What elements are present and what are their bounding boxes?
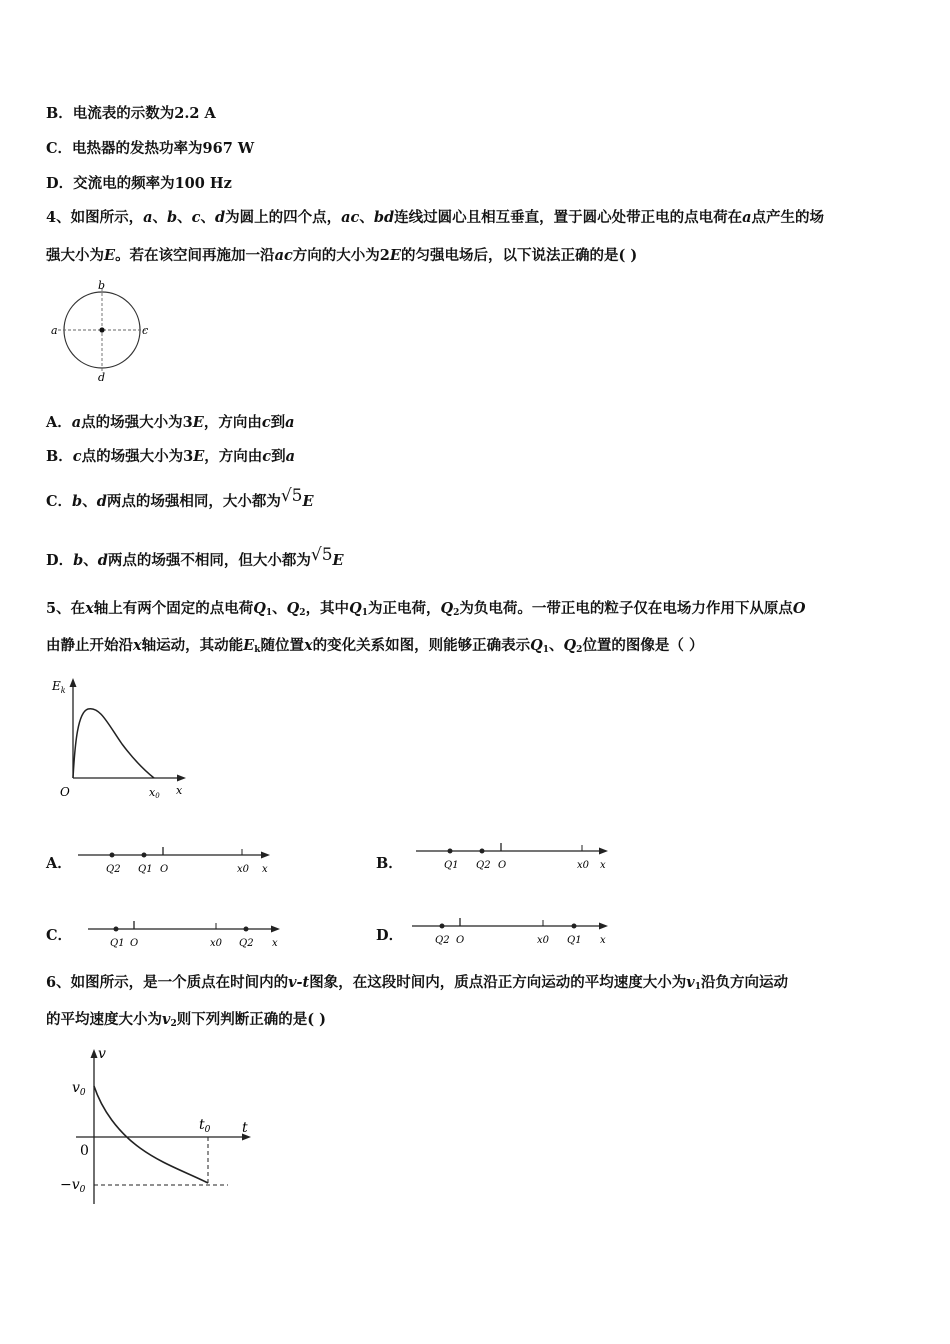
- q4-circle-figure: [48, 278, 158, 383]
- q5-option-d-label: D．: [376, 927, 404, 944]
- label-d: d: [98, 371, 106, 383]
- q5-option-d-axis: [408, 913, 613, 949]
- t-label: t: [242, 1120, 248, 1136]
- label-b: b: [98, 279, 106, 292]
- tick-x0: x0: [237, 864, 250, 875]
- q1-point: [572, 924, 577, 929]
- tick-o: O: [130, 938, 139, 949]
- q2-point: [480, 849, 485, 854]
- v-arrow: [91, 1049, 98, 1058]
- q1-point: [142, 853, 147, 858]
- q1-point: [114, 927, 119, 932]
- neg-v0-label: $-v_0$: [60, 1177, 86, 1195]
- option-b-prev: B．电流表的示数为2.2 A: [46, 105, 216, 122]
- tick-q2: Q2: [476, 860, 491, 871]
- tick-q2: Q2: [106, 864, 121, 875]
- q4-option-d: D．b、d两点的场强不相同，但大小都为√5E: [46, 545, 344, 569]
- tick-q2: Q2: [435, 935, 450, 946]
- tick-q1: Q1: [138, 864, 153, 875]
- q5-option-c-label: C．: [46, 927, 73, 944]
- v0-label: $v_0$: [72, 1080, 86, 1098]
- q5-ek-graph: [48, 672, 198, 802]
- v-label: v: [98, 1046, 106, 1062]
- q1-point: [448, 849, 453, 854]
- ek-curve: [73, 709, 154, 778]
- q6-stem-line1: 6、如图所示，是一个质点在时间内的v-t图象，在这段时间内，质点沿正方向运动的平均速度大小为$v_1$沿负方向运动: [46, 974, 788, 992]
- x-arrow: [177, 775, 186, 782]
- q5-option-a-axis: [74, 842, 274, 878]
- tick-x: x: [600, 860, 606, 871]
- x-label: x: [176, 784, 183, 797]
- q6-stem-line2: 的平均速度大小为$v_2$则下列判断正确的是( ): [46, 1011, 326, 1029]
- q2-point: [110, 853, 115, 858]
- tick-x0: x0: [577, 860, 590, 871]
- tick-q1: Q1: [110, 938, 125, 949]
- center-charge: [99, 327, 104, 332]
- ek-label: $E_k$: [52, 679, 66, 695]
- option-c-prev: C．电热器的发热功率为967 W: [46, 140, 255, 157]
- origin-label: 0: [80, 1143, 89, 1159]
- t0-label: $t_0$: [199, 1117, 211, 1135]
- tick-q1: Q1: [567, 935, 582, 946]
- tick-x: x: [272, 938, 278, 949]
- origin-label: O: [60, 785, 70, 799]
- label-a: a: [51, 324, 58, 337]
- tick-x0: x0: [210, 938, 223, 949]
- q5-stem-line2: 由静止开始沿x轴运动，其动能$E_k$随位置x的变化关系如图，则能够正确表示$Q_1$、$Q_2$位置的图像是（ ）: [46, 637, 704, 655]
- q4-option-c: C．b、d两点的场强相同，大小都为√5E: [46, 486, 314, 510]
- q6-vt-graph: [56, 1044, 266, 1214]
- vt-curve: [94, 1086, 208, 1183]
- q4-option-a: A．a点的场强大小为3E，方向由c到a: [46, 414, 295, 431]
- q4-stem-line2: 强大小为E。若在该空间再施加一沿ac方向的大小为2E的匀强电场后，以下说法正确的是( ): [46, 247, 638, 264]
- q5-option-b-label: B．: [376, 855, 403, 872]
- tick-q1: Q1: [444, 860, 459, 871]
- tick-o: O: [498, 860, 507, 871]
- tick-x0: x0: [537, 935, 550, 946]
- x0-label: x0: [149, 786, 160, 800]
- q4-stem-line1: 4、如图所示，a、b、c、d为圆上的四个点，ac、bd连线过圆心且相互垂直，置于圆心处带正电的点电荷在a点产生的场: [46, 209, 825, 226]
- q2-point: [440, 924, 445, 929]
- y-arrow: [70, 678, 77, 687]
- q5-option-b-axis: [412, 838, 612, 874]
- q5-stem-line1: 5、在x轴上有两个固定的点电荷$Q_1$、$Q_2$，其中$Q_1$为正电荷，$Q_2$为负电荷。一带正电的粒子仅在电场力作用下从原点O: [46, 600, 806, 618]
- tick-o: O: [160, 864, 169, 875]
- tick-o: O: [456, 935, 465, 946]
- q5-option-c-axis: [84, 916, 284, 952]
- tick-x: x: [262, 864, 268, 875]
- q5-option-a-label: A．: [46, 855, 72, 872]
- q4-option-b: B．c点的场强大小为3E，方向由c到a: [46, 448, 296, 465]
- q2-point: [244, 927, 249, 932]
- tick-q2: Q2: [239, 938, 254, 949]
- option-d-prev: D．交流电的频率为100 Hz: [46, 175, 232, 192]
- tick-x: x: [600, 935, 606, 946]
- sqrt5: √5: [280, 486, 303, 506]
- sqrt5: √5: [310, 545, 333, 565]
- label-c: c: [142, 324, 149, 337]
